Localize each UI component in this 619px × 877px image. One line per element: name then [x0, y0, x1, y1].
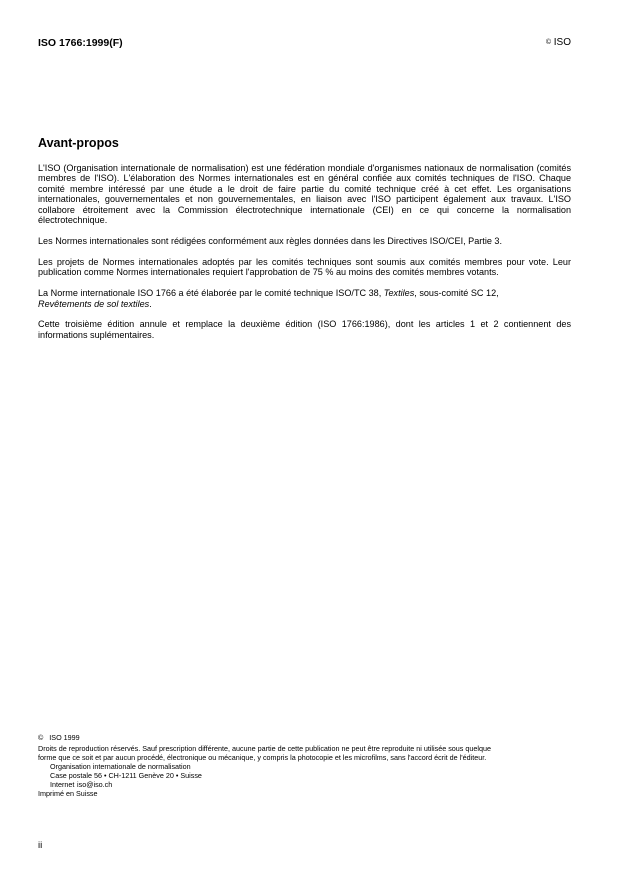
internet-email: iso@iso.ch — [77, 780, 113, 789]
rights-line-1: Droits de reproduction réservés. Sauf prescription différente, aucune partie de cette publication ne peut être reproduite ni utilisée sous quelque — [38, 744, 491, 753]
foreword-body — [38, 163, 571, 351]
paragraph-4-text-c: . — [149, 298, 152, 309]
footer-copyright-line — [38, 733, 583, 742]
page-title: Avant-propos — [38, 136, 119, 150]
printed-in: Imprimé en Suisse — [38, 789, 98, 798]
paragraph-5: Cette troisième édition annule et remplace la deuxième édition (ISO 1766:1986), dont les articles 1 et 2 contiennent des informations suplémentaires. — [38, 319, 571, 340]
document-id: ISO 1766:1999(F) — [38, 37, 123, 49]
paragraph-1: L'ISO (Organisation internationale de normalisation) est une fédération mondiale d'organismes nationaux de normalisation (comités membres de l'ISO). L'élaboration des Normes internationales est en général confiée aux comités techniques de l'ISO. Chaque comité membre intéressé par une étude a le droit de faire partie du comité technique créé à cet effet. Les organisations internationales, gouvernementales et non gouvernementales, en liaison avec l'ISO participent également aux travaux. L'ISO collabore étroitement avec la Commission électrotechnique internationale (CEI) en ce qui concerne la normalisation électrotechnique. — [38, 163, 571, 226]
paragraph-4-text-a: La Norme internationale ISO 1766 a été élaborée par le comité technique ISO/TC 38, — [38, 288, 384, 299]
paragraph-3: Les projets de Normes internationales adoptés par les comités techniques sont soumis aux comités membres pour vote. Leur publication comme Normes internationales requiert l'approbation de 75 % au moins des comités membres votants. — [38, 256, 571, 278]
header-copyright — [546, 37, 571, 48]
footer-copyright-symbol: © — [38, 733, 44, 742]
page-number: ii — [38, 840, 43, 851]
copyright-org: ISO — [553, 37, 571, 48]
internet-label: Internet — [50, 780, 75, 789]
internet-line — [38, 780, 583, 789]
rights-line-2: forme que ce soit et par aucun procédé, électronique ou mécanique, y compris la photocopie et les microfilms, sans l'accord écrit de l'éditeur. — [38, 753, 487, 762]
paragraph-4-italic-subcommittee: Revêtements de sol textiles — [38, 298, 150, 309]
copyright-symbol: © — [545, 39, 551, 46]
copyright-notice — [38, 733, 583, 798]
paragraph-2: Les Normes internationales sont rédigées conformément aux règles données dans les Directives ISO/CEI, Partie 3. — [38, 235, 503, 246]
postal-address: Case postale 56 • CH-1211 Genève 20 • Suisse — [50, 771, 202, 780]
paragraph-4 — [38, 288, 571, 309]
footer-copyright-year: ISO 1999 — [49, 733, 80, 742]
org-name: Organisation internationale de normalisation — [50, 762, 191, 771]
paragraph-4-text-b: , sous-comité SC 12, — [414, 288, 499, 299]
paragraph-4-italic-committee: Textiles — [383, 288, 415, 299]
